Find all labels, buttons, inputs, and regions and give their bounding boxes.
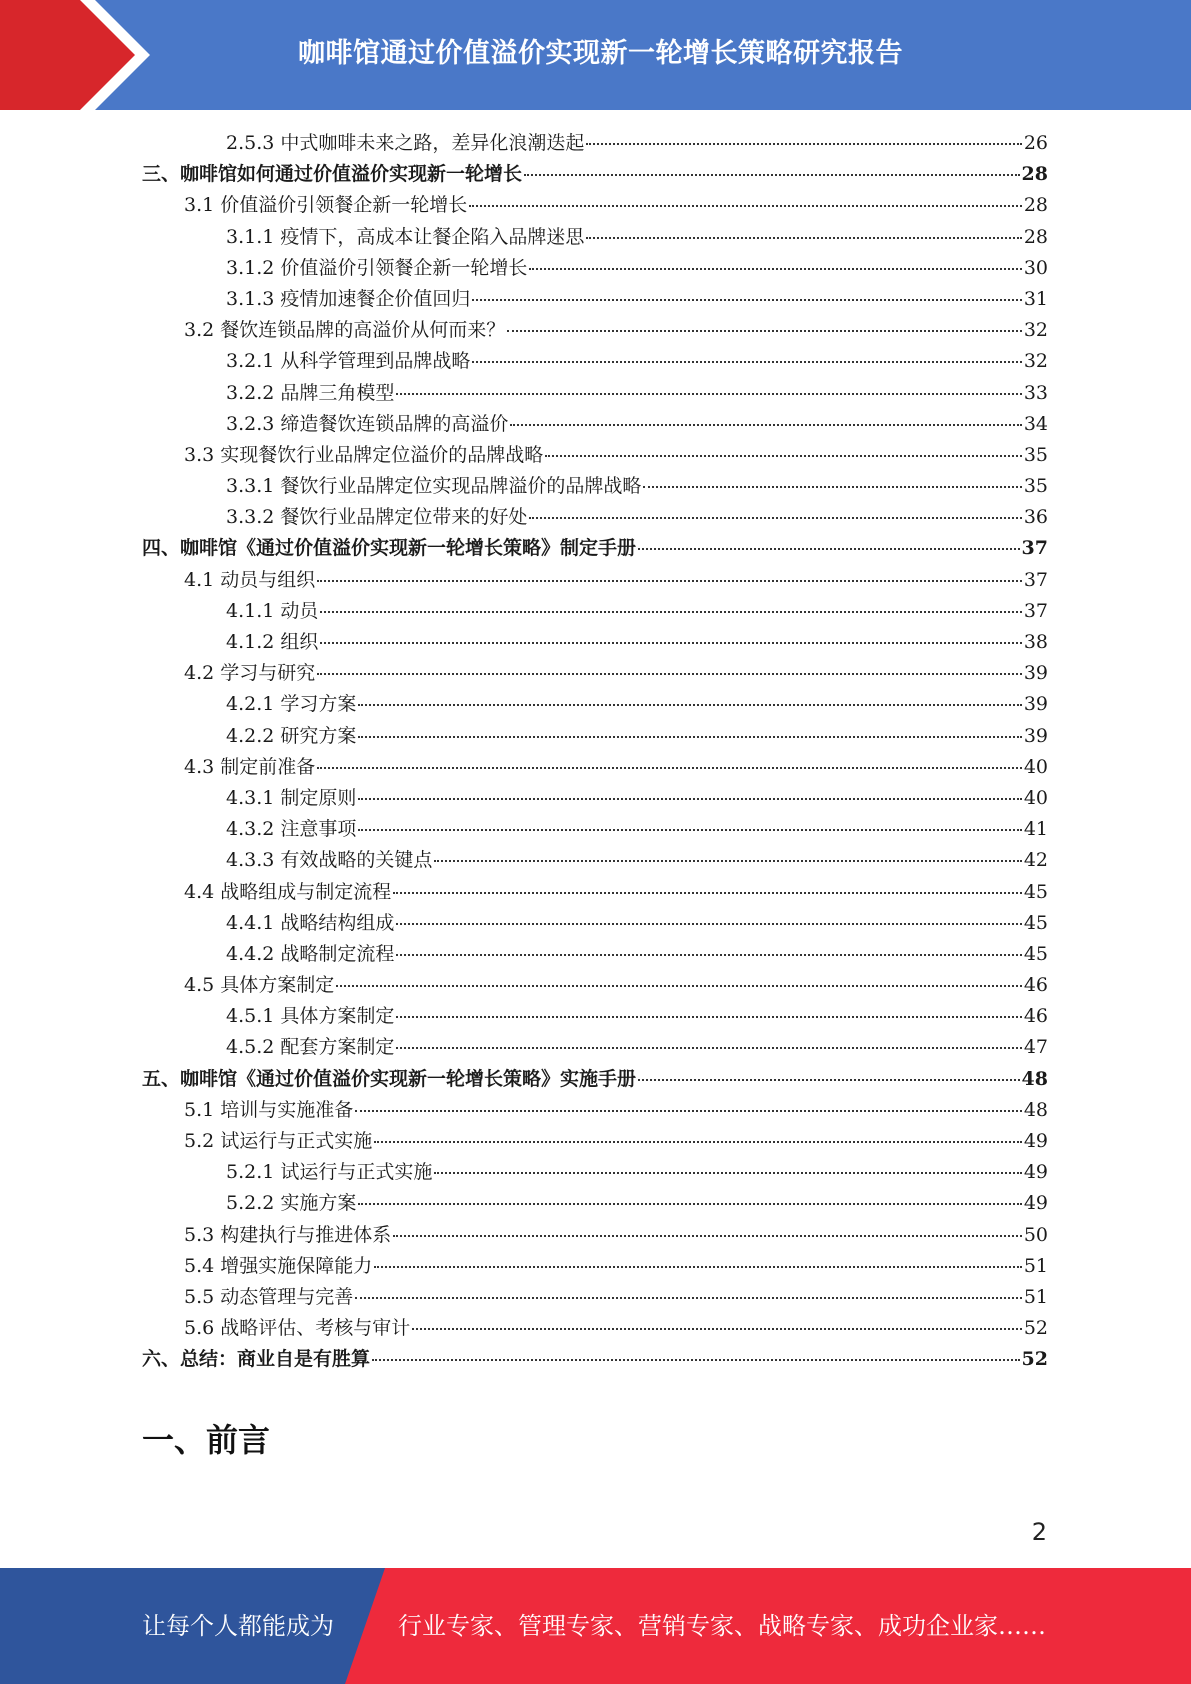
toc-entry-title: 4.3.1 制定原则 [226, 786, 357, 809]
toc-dot-leader [358, 704, 1021, 706]
toc-entry-title: 5.2.2 实施方案 [226, 1192, 357, 1215]
toc-dot-leader [469, 205, 1022, 207]
toc-dot-leader [358, 1203, 1021, 1205]
toc-dot-leader [412, 1328, 1022, 1330]
toc-dot-leader [472, 299, 1021, 301]
toc-entry[interactable] [142, 877, 1048, 908]
toc-entry-page: 26 [1023, 132, 1048, 154]
toc-entry-page: 39 [1023, 693, 1048, 716]
toc-entry-page: 40 [1023, 786, 1048, 809]
page-number: 2 [1031, 1518, 1047, 1546]
toc-entry[interactable] [142, 346, 1048, 377]
table-of-contents [142, 128, 1048, 1376]
report-title: 咖啡馆通过价值溢价实现新一轮增长策略研究报告 [298, 37, 903, 69]
toc-entry-title: 5.1 培训与实施准备 [184, 1098, 354, 1121]
toc-entry-title: 5.4 增强实施保障能力 [184, 1254, 373, 1277]
section-heading: 一、前言 [142, 1421, 271, 1459]
toc-entry-page: 28 [1023, 225, 1048, 248]
toc-entry-page: 52 [1021, 1348, 1048, 1371]
toc-entry-title: 3.1.3 疫情加速餐企价值回归 [226, 287, 471, 310]
toc-entry[interactable] [142, 440, 1048, 471]
toc-entry-page: 40 [1023, 755, 1048, 778]
toc-entry[interactable] [142, 970, 1048, 1001]
toc-entry-page: 50 [1023, 1223, 1048, 1246]
toc-entry-page: 28 [1023, 194, 1048, 217]
toc-entry[interactable] [142, 502, 1048, 533]
toc-dot-leader [510, 424, 1021, 426]
toc-dot-leader [434, 860, 1021, 862]
toc-entry[interactable] [142, 409, 1048, 440]
toc-entry-page: 32 [1023, 350, 1048, 373]
toc-entry-page: 31 [1023, 287, 1048, 310]
toc-entry[interactable] [142, 315, 1048, 346]
toc-dot-leader [396, 923, 1021, 925]
toc-entry-page: 30 [1023, 256, 1048, 279]
toc-entry[interactable] [142, 1282, 1048, 1313]
toc-entry-title: 3.1 价值溢价引领餐企新一轮增长 [184, 194, 468, 217]
toc-entry[interactable] [142, 1095, 1048, 1126]
toc-entry-title: 3.2.2 品牌三角模型 [226, 381, 395, 404]
toc-dot-leader [643, 486, 1021, 488]
toc-dot-leader [638, 548, 1020, 550]
toc-entry-title: 5.6 战略评估、考核与审计 [184, 1317, 411, 1340]
toc-dot-leader [434, 1172, 1021, 1174]
toc-entry-page: 39 [1023, 662, 1048, 685]
toc-entry-page: 46 [1023, 1005, 1048, 1028]
toc-entry[interactable] [142, 721, 1048, 752]
toc-entry-title: 4.4.2 战略制定流程 [226, 942, 395, 965]
toc-dot-leader [638, 1079, 1020, 1081]
toc-dot-leader [372, 1359, 1020, 1361]
toc-dot-leader [396, 1016, 1021, 1018]
toc-dot-leader [355, 1110, 1022, 1112]
toc-entry-title: 4.2.2 研究方案 [226, 724, 357, 747]
toc-entry-page: 28 [1021, 163, 1048, 186]
toc-entry[interactable] [142, 159, 1048, 190]
toc-entry-page: 48 [1023, 1098, 1048, 1121]
toc-entry[interactable] [142, 1126, 1048, 1157]
toc-dot-leader [358, 798, 1021, 800]
toc-entry-title: 3.2.1 从科学管理到品牌战略 [226, 350, 471, 373]
toc-entry-page: 37 [1023, 568, 1048, 591]
toc-entry[interactable] [142, 1001, 1048, 1032]
toc-entry-title: 4.3.3 有效战略的关键点 [226, 849, 433, 872]
toc-dot-leader [358, 829, 1021, 831]
toc-entry-title: 3.3 实现餐饮行业品牌定位溢价的品牌战略 [184, 443, 544, 466]
toc-dot-leader [320, 611, 1021, 613]
toc-entry-title: 五、咖啡馆《通过价值溢价实现新一轮增长策略》实施手册 [142, 1067, 637, 1090]
toc-entry-title: 3.2.3 缔造餐饮连锁品牌的高溢价 [226, 412, 509, 435]
toc-entry-page: 45 [1023, 942, 1048, 965]
toc-entry[interactable] [142, 1188, 1048, 1219]
toc-entry[interactable] [142, 1344, 1048, 1375]
toc-entry-page: 41 [1023, 818, 1048, 841]
toc-entry[interactable] [142, 222, 1048, 253]
toc-entry-title: 3.1.1 疫情下，高成本让餐企陷入品牌迷思 [226, 225, 585, 248]
toc-entry-title: 4.1.2 组织 [226, 631, 319, 653]
toc-entry[interactable] [142, 939, 1048, 970]
toc-entry[interactable] [142, 128, 1048, 159]
toc-entry[interactable] [142, 253, 1048, 284]
toc-entry-page: 35 [1023, 475, 1048, 498]
toc-entry-title: 5.3 构建执行与推进体系 [184, 1223, 392, 1246]
toc-dot-leader [586, 237, 1021, 239]
toc-dot-leader [355, 1297, 1022, 1299]
toc-entry-page: 35 [1023, 443, 1048, 466]
toc-entry[interactable] [142, 1064, 1048, 1095]
toc-dot-leader [396, 954, 1021, 956]
toc-entry[interactable] [142, 1251, 1048, 1282]
toc-entry-title: 5.2.1 试运行与正式实施 [226, 1161, 433, 1184]
toc-dot-leader [586, 143, 1021, 145]
toc-entry[interactable] [142, 1220, 1048, 1251]
toc-entry[interactable] [142, 190, 1048, 221]
toc-entry-title: 3.3.1 餐饮行业品牌定位实现品牌溢价的品牌战略 [226, 475, 642, 498]
toc-dot-leader [529, 517, 1021, 519]
toc-entry-title: 4.3 制定前准备 [184, 755, 316, 778]
toc-dot-leader [393, 1235, 1022, 1237]
toc-dot-leader [529, 268, 1021, 270]
toc-entry-title: 3.2 餐饮连锁品牌的高溢价从何而来？ [184, 319, 506, 342]
toc-entry-page: 42 [1023, 849, 1048, 872]
toc-entry-title: 4.2.1 学习方案 [226, 693, 357, 716]
toc-entry-page: 34 [1023, 412, 1048, 435]
toc-entry[interactable] [142, 1032, 1048, 1063]
toc-entry-title: 4.5.2 配套方案制定 [226, 1036, 395, 1059]
toc-entry-page: 45 [1023, 911, 1048, 934]
toc-entry[interactable] [142, 378, 1048, 409]
toc-entry-title: 4.1.1 动员 [226, 599, 319, 622]
toc-entry-title: 4.4 战略组成与制定流程 [184, 880, 392, 903]
toc-entry-title: 4.5.1 具体方案制定 [226, 1005, 395, 1028]
toc-entry-page: 38 [1023, 631, 1048, 653]
toc-entry[interactable] [142, 752, 1048, 783]
toc-entry[interactable] [142, 814, 1048, 845]
toc-dot-leader [374, 1141, 1022, 1143]
toc-dot-leader [374, 1266, 1022, 1268]
toc-entry[interactable] [142, 284, 1048, 315]
toc-entry-page: 33 [1023, 381, 1048, 404]
toc-entry-title: 三、咖啡馆如何通过价值溢价实现新一轮增长 [142, 163, 523, 186]
toc-dot-leader [507, 330, 1022, 332]
toc-entry-title: 3.1.2 价值溢价引领餐企新一轮增长 [226, 256, 528, 279]
toc-entry[interactable] [142, 845, 1048, 876]
toc-entry[interactable] [142, 658, 1048, 689]
toc-entry-title: 4.3.2 注意事项 [226, 818, 357, 841]
toc-entry-page: 47 [1023, 1036, 1048, 1059]
toc-entry-title: 六、总结：商业自是有胜算 [142, 1348, 371, 1371]
toc-entry-title: 4.1 动员与组织 [184, 568, 316, 591]
toc-entry[interactable] [142, 565, 1048, 596]
toc-entry-page: 52 [1023, 1317, 1048, 1340]
toc-dot-leader [545, 455, 1022, 457]
toc-entry-title: 4.2 学习与研究 [184, 662, 316, 685]
toc-entry-title: 4.5 具体方案制定 [184, 974, 335, 997]
toc-dot-leader [393, 892, 1022, 894]
toc-dot-leader [336, 985, 1022, 987]
footer-slogan-right: 行业专家、管理专家、营销专家、战略专家、成功企业家…… [398, 1612, 1046, 1640]
toc-entry[interactable] [142, 1157, 1048, 1188]
toc-entry-page: 37 [1021, 537, 1048, 560]
toc-entry[interactable] [142, 533, 1048, 564]
toc-dot-leader [396, 393, 1021, 395]
toc-entry[interactable] [142, 471, 1048, 502]
toc-entry-page: 39 [1023, 724, 1048, 747]
toc-entry-page: 37 [1023, 599, 1048, 622]
toc-dot-leader [358, 736, 1021, 738]
toc-dot-leader [320, 642, 1021, 644]
toc-entry-page: 51 [1023, 1254, 1048, 1277]
toc-entry[interactable] [142, 596, 1048, 627]
toc-dot-leader [317, 767, 1022, 769]
toc-dot-leader [524, 174, 1020, 176]
toc-entry-page: 36 [1023, 506, 1048, 529]
toc-entry[interactable] [142, 908, 1048, 939]
toc-dot-leader [317, 673, 1022, 675]
toc-entry-title: 5.5 动态管理与完善 [184, 1285, 354, 1308]
toc-entry-page: 49 [1023, 1161, 1048, 1184]
toc-dot-leader [396, 1047, 1021, 1049]
toc-entry-title: 2.5.3 中式咖啡未来之路，差异化浪潮迭起 [226, 132, 585, 154]
toc-entry-title: 5.2 试运行与正式实施 [184, 1130, 373, 1152]
toc-entry-page: 32 [1023, 319, 1048, 342]
page-footer [0, 1568, 1191, 1684]
toc-entry[interactable] [142, 627, 1048, 658]
toc-entry-page: 49 [1023, 1192, 1048, 1215]
footer-slogan-left: 让每个人都能成为 [142, 1612, 334, 1640]
toc-entry-title: 4.4.1 战略结构组成 [226, 911, 395, 934]
toc-entry-page: 51 [1023, 1285, 1048, 1308]
toc-dot-leader [317, 580, 1022, 582]
toc-entry[interactable] [142, 1313, 1048, 1344]
toc-entry[interactable] [142, 783, 1048, 814]
toc-entry-title: 3.3.2 餐饮行业品牌定位带来的好处 [226, 506, 528, 529]
toc-entry-page: 45 [1023, 880, 1048, 903]
toc-entry[interactable] [142, 689, 1048, 720]
toc-entry-title: 四、咖啡馆《通过价值溢价实现新一轮增长策略》制定手册 [142, 537, 637, 560]
toc-entry-page: 49 [1023, 1130, 1048, 1152]
toc-entry-page: 46 [1023, 974, 1048, 997]
toc-dot-leader [472, 361, 1021, 363]
page-header [0, 0, 1191, 110]
toc-entry-page: 48 [1021, 1067, 1048, 1090]
